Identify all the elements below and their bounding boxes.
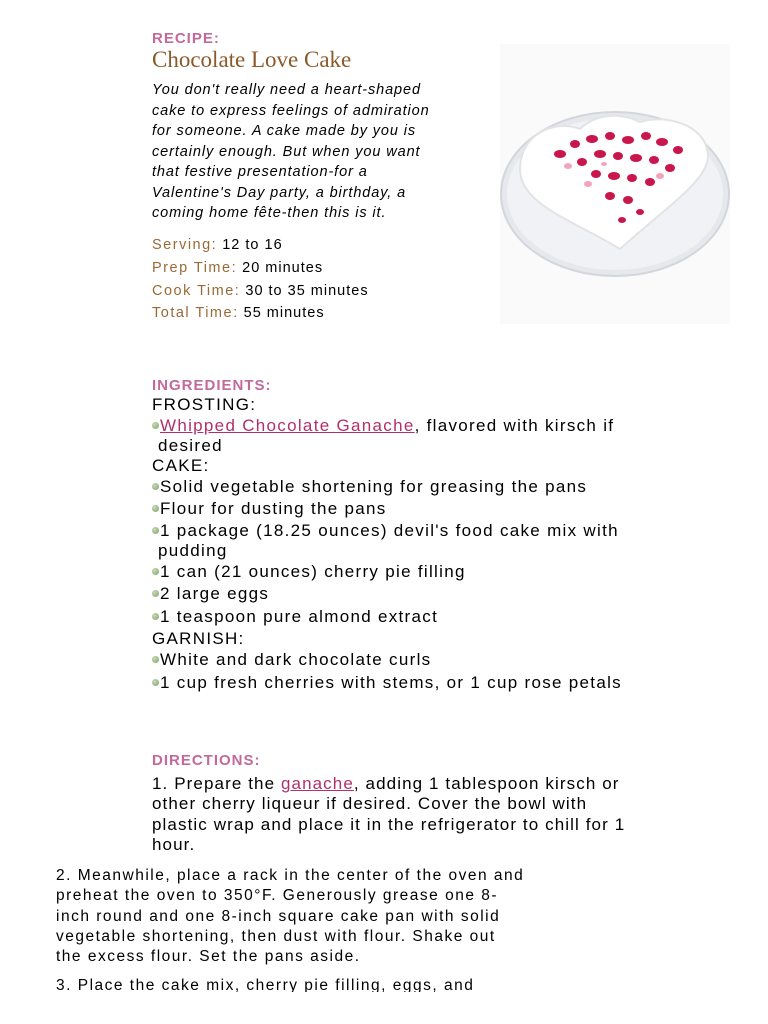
cook-time-label: Cook Time: [152,283,241,299]
ingredient-item [152,477,587,497]
prep-time-value: 20 minutes [242,260,324,276]
total-time-value: 55 minutes [243,305,325,321]
intro-text [152,80,487,224]
serving-row [152,237,283,253]
serving-value: 12 to 16 [222,237,283,253]
bullet-icon [152,590,159,597]
cook-time-row [152,283,369,299]
bullet-icon [152,568,159,575]
cook-time-value: 30 to 35 minutes [245,283,369,299]
frosting-item-cont: desired [158,436,223,455]
ingredient-item [152,521,619,541]
ingredient-text: 1 teaspoon pure almond extract [160,607,439,626]
direction-line: preheat the oven to 350°F. Generously grease one 8- [56,887,499,905]
prep-time-label: Prep Time: [152,260,238,276]
direction-step-1 [152,774,732,855]
bullet-icon [152,527,159,534]
frosting-item-rest: , flavored with kirsch if [414,416,615,435]
intro-line: for someone. A cake made by you is [152,123,417,139]
total-time-label: Total Time: [152,305,239,321]
garnish-label: GARNISH: [152,629,245,648]
intro-line: coming home fête-then this is it. [152,205,387,221]
direction-line: the excess flour. Set the pans aside. [56,948,361,966]
bullet-icon [152,656,159,663]
direction-line: other cherry liqueur if desired. Cover the bowl with [152,794,588,814]
direction-line: vegetable shortening, then dust with flour. Shake out [56,927,496,945]
ingredient-text: 2 large eggs [160,584,270,603]
direction-line: 2. Meanwhile, place a rack in the center of the oven and [56,867,525,884]
cake-label: CAKE: [152,456,210,475]
ingredient-item [152,584,269,604]
intro-line: certainly enough. But when you want [152,143,421,160]
prep-time-row [152,260,323,276]
ingredient-item [152,562,466,582]
frosting-label: FROSTING: [152,395,257,414]
cake-photo [500,44,730,324]
bullet-icon [152,483,159,490]
bullet-icon [152,422,159,429]
ganache-link[interactable]: ganache [280,774,354,793]
ingredient-item [152,607,438,627]
direction-text: 1. Prepare the [152,774,281,793]
intro-line: that festive presentation-for a [152,164,368,180]
intro-line: cake to express feelings of admiration [152,102,430,119]
recipe-title: Chocolate Love Cake [152,47,352,72]
frosting-item [152,416,614,436]
direction-line: 3. Place the cake mix, cherry pie filling, eggs, and [56,977,475,992]
recipe-label: RECIPE: [152,30,220,47]
serving-label: Serving: [152,237,218,253]
ingredient-text: Flour for dusting the pans [160,499,387,518]
garnish-text: 1 cup fresh cherries with stems, or 1 cup rose petals [160,673,622,692]
direction-step-3 [56,976,636,992]
bullet-icon [152,679,159,686]
direction-text: , adding 1 tablespoon kirsch or [353,774,620,793]
ingredient-item [152,499,387,519]
total-time-row [152,305,325,321]
ingredient-text: 1 package (18.25 ounces) devil's food cake mix with [160,521,619,540]
cake-image [500,44,730,324]
intro-line: Valentine's Day party, a birthday, a [152,184,407,201]
direction-step-2 [56,866,636,967]
whipped-ganache-link[interactable]: Whipped Chocolate Ganache [160,416,415,435]
garnish-item [152,673,622,693]
ingredients-label: INGREDIENTS: [152,377,272,394]
direction-line: hour. [152,834,196,854]
intro-line: You don't really need a heart-shaped [152,82,421,98]
directions-label: DIRECTIONS: [152,752,261,769]
ingredient-text: Solid vegetable shortening for greasing the pans [160,477,588,496]
direction-line [152,774,732,794]
direction-line: plastic wrap and place it in the refrigerator to chill for 1 [152,814,626,834]
bullet-icon [152,613,159,620]
bullet-icon [152,505,159,512]
garnish-item [152,650,431,670]
ingredient-text-cont: pudding [158,541,228,560]
direction-line: inch round and one 8-inch square cake pan with solid [56,907,501,925]
garnish-text: White and dark chocolate curls [160,650,432,669]
ingredient-text: 1 can (21 ounces) cherry pie filling [160,562,466,581]
